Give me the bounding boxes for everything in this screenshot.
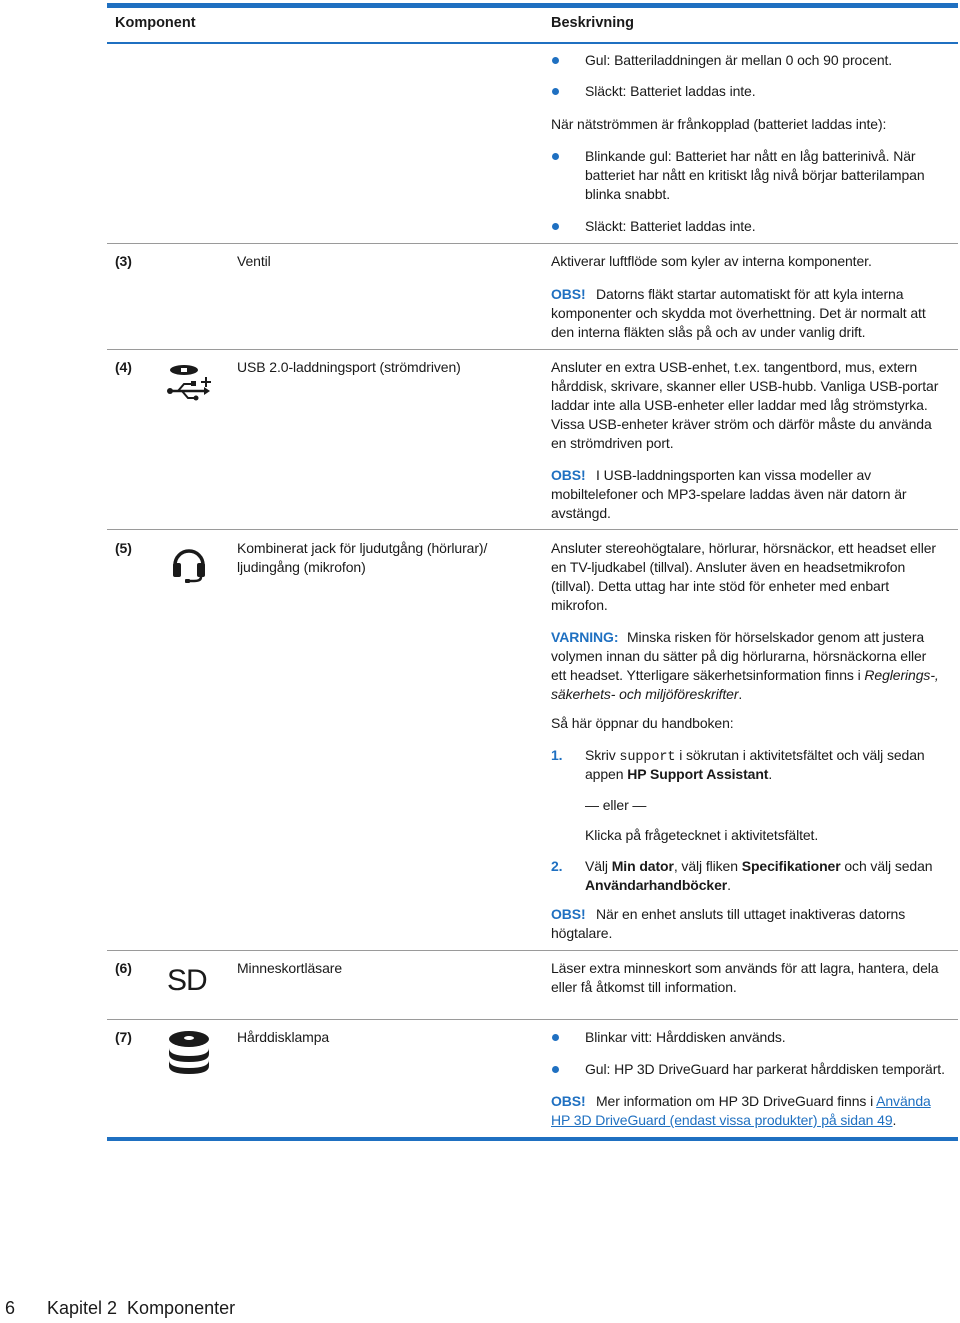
note-text: I USB-laddningsporten kan vissa modeller av: [596, 467, 872, 483]
note-text: [596, 1092, 931, 1111]
note-text: Datorns fläkt startar automatiskt för att kyla interna: [596, 286, 904, 302]
note-text-part: Mer information om HP 3D DriveGuard finns i: [596, 1093, 877, 1109]
bullet-icon: [552, 153, 559, 160]
list-item-continued: blinka snabbt.: [585, 186, 670, 202]
component-name: Minneskortläsare: [237, 960, 342, 976]
note-label: OBS!: [551, 467, 586, 483]
bullet-icon: [552, 1066, 559, 1073]
note-label: OBS!: [551, 906, 586, 922]
step-text: [585, 876, 731, 895]
note-text-part: .: [892, 1112, 897, 1128]
component-name: ljudingång (mikrofon): [237, 559, 366, 575]
row-divider: [107, 529, 958, 530]
bullet-icon: [552, 1034, 559, 1041]
warning-text: [551, 685, 742, 704]
table-header-rule: [107, 42, 958, 44]
bullet-icon: [552, 57, 559, 64]
driveguard-link[interactable]: Använda: [876, 1093, 931, 1109]
note-label: OBS!: [551, 286, 586, 302]
reference-title: Reglerings-,: [864, 667, 939, 683]
row-divider: [107, 349, 958, 350]
description: eller få åtkomst till information.: [551, 979, 737, 995]
note-text: mobiltelefoner och MP3-spelare laddas även när datorn är: [551, 486, 907, 502]
headset-icon: [170, 543, 208, 583]
description: mikrofon.: [551, 597, 608, 613]
note-label: OBS!: [551, 1093, 586, 1109]
description: Ansluter stereohögtalare, hörlurar, hörsnäckor, ett headset eller: [551, 540, 936, 556]
hard-drive-icon: [167, 1030, 211, 1076]
or-separator: — eller —: [585, 797, 647, 813]
ui-term: Min dator: [611, 858, 674, 874]
page-number: 6: [5, 1298, 16, 1318]
description: (tillval). Detta uttag har inte stöd för enheter med enbart: [551, 578, 890, 594]
component-name: USB 2.0-laddningsport (strömdriven): [237, 359, 461, 375]
column-header-description: Beskrivning: [551, 15, 634, 31]
sd-card-icon: SD: [167, 964, 207, 997]
step-number: 1.: [551, 747, 563, 763]
step-text-part: i sökrutan i aktivitetsfältet och välj sedan: [675, 747, 925, 763]
step-text-part: .: [727, 877, 731, 893]
step-text: [585, 765, 772, 784]
component-name: Hårddisklampa: [237, 1029, 330, 1045]
step-text: Klicka på frågetecknet i aktivitetsfältet.: [585, 827, 819, 843]
warning-text: volymen innan du sätter på dig hörlurarna, hörsnäckorna eller: [551, 648, 927, 664]
row-divider: [107, 243, 958, 244]
warning-label: VARNING:: [551, 629, 619, 645]
note-text: avstängd.: [551, 505, 611, 521]
note-text: högtalare.: [551, 925, 613, 941]
chapter-title: Kapitel 2 Komponenter: [47, 1298, 236, 1318]
ui-term: Specifikationer: [741, 858, 841, 874]
step-text-part: Välj: [585, 858, 612, 874]
component-name: Kombinerat jack för ljudutgång (hörlurar)/: [237, 540, 488, 556]
note-text: komponenter och skydda mot överhettning. Det är normalt att: [551, 305, 926, 321]
description: en TV-ljudkabel (tillval). Ansluter även en headsetmikrofon: [551, 559, 906, 575]
warning-text-part: ett headset. Ytterligare säkerhetsinformation finns i: [551, 667, 865, 683]
row-divider: [107, 950, 958, 951]
step-text: [585, 857, 932, 876]
list-item: Blinkar vitt: Hårddisken används.: [585, 1029, 786, 1045]
list-item: Släckt: Batteriet laddas inte.: [585, 218, 756, 234]
warning-text: Minska risken för hörselskador genom att justera: [627, 629, 925, 645]
warning-text-part: .: [738, 686, 743, 702]
list-item: Släckt: Batteriet laddas inte.: [585, 83, 756, 99]
warning-text: [551, 666, 939, 685]
description: Aktiverar luftflöde som kyler av interna komponenter.: [551, 253, 872, 269]
list-item: Blinkande gul: Batteriet har nått en låg batterinivå. När: [585, 148, 916, 164]
usb-charging-icon: [164, 362, 214, 404]
app-name: HP Support Assistant: [627, 766, 769, 782]
description: Läser extra minneskort som används för att lagra, hantera, dela: [551, 960, 939, 976]
row-number: (5): [115, 540, 132, 556]
row-divider: [107, 1019, 958, 1020]
bullet-icon: [552, 223, 559, 230]
ui-term: Användarhandböcker: [585, 877, 728, 893]
description: en strömdriven port.: [551, 435, 674, 451]
description: laddar inte alla USB-enheter eller laddar med låg strömstyrka.: [551, 397, 928, 413]
list-item: Gul: Batteriladdningen är mellan 0 och 90 procent.: [585, 52, 893, 68]
code-text: support: [619, 750, 676, 765]
paragraph: När nätströmmen är frånkopplad (batteriet laddas inte):: [551, 116, 887, 132]
row-number: (3): [115, 253, 132, 269]
component-name: Ventil: [237, 253, 271, 269]
list-item-continued: batteriet har nått en kritiskt låg nivå börjar batterilampan: [585, 167, 925, 183]
note-text: den interna fläkten slås på och av under vanlig drift.: [551, 324, 866, 340]
instruction-intro: Så här öppnar du handboken:: [551, 715, 734, 731]
step-text-part: och välj sedan: [840, 858, 933, 874]
bullet-icon: [552, 88, 559, 95]
row-number: (4): [115, 359, 132, 375]
step-number: 2.: [551, 858, 563, 874]
step-text-part: .: [768, 766, 773, 782]
row-number: (6): [115, 960, 132, 976]
note-text: När en enhet ansluts till uttaget inaktiveras datorns: [596, 906, 906, 922]
reference-title: säkerhets- och miljöföreskrifter: [551, 686, 739, 702]
step-text-part: , välj fliken: [673, 858, 742, 874]
driveguard-link[interactable]: HP 3D DriveGuard (endast vissa produkter) på sidan 49: [551, 1112, 893, 1128]
description: Vissa USB-enheter kräver ström och därför måste du använda: [551, 416, 932, 432]
note-text: [551, 1111, 896, 1130]
step-text-part: Skriv: [585, 747, 620, 763]
description: Ansluter en extra USB-enhet, t.ex. tangentbord, mus, extern: [551, 359, 918, 375]
step-text-part: appen: [585, 766, 628, 782]
list-item: Gul: HP 3D DriveGuard har parkerat hårddisken temporärt.: [585, 1061, 945, 1077]
column-header-component: Komponent: [115, 15, 196, 31]
table-bottom-rule: [107, 1137, 958, 1141]
step-text: [585, 746, 925, 767]
description: hårddisk, skrivare, skanner eller USB-hubb. Vanliga USB-portar: [551, 378, 939, 394]
row-number: (7): [115, 1029, 132, 1045]
table-top-rule: [107, 3, 958, 8]
